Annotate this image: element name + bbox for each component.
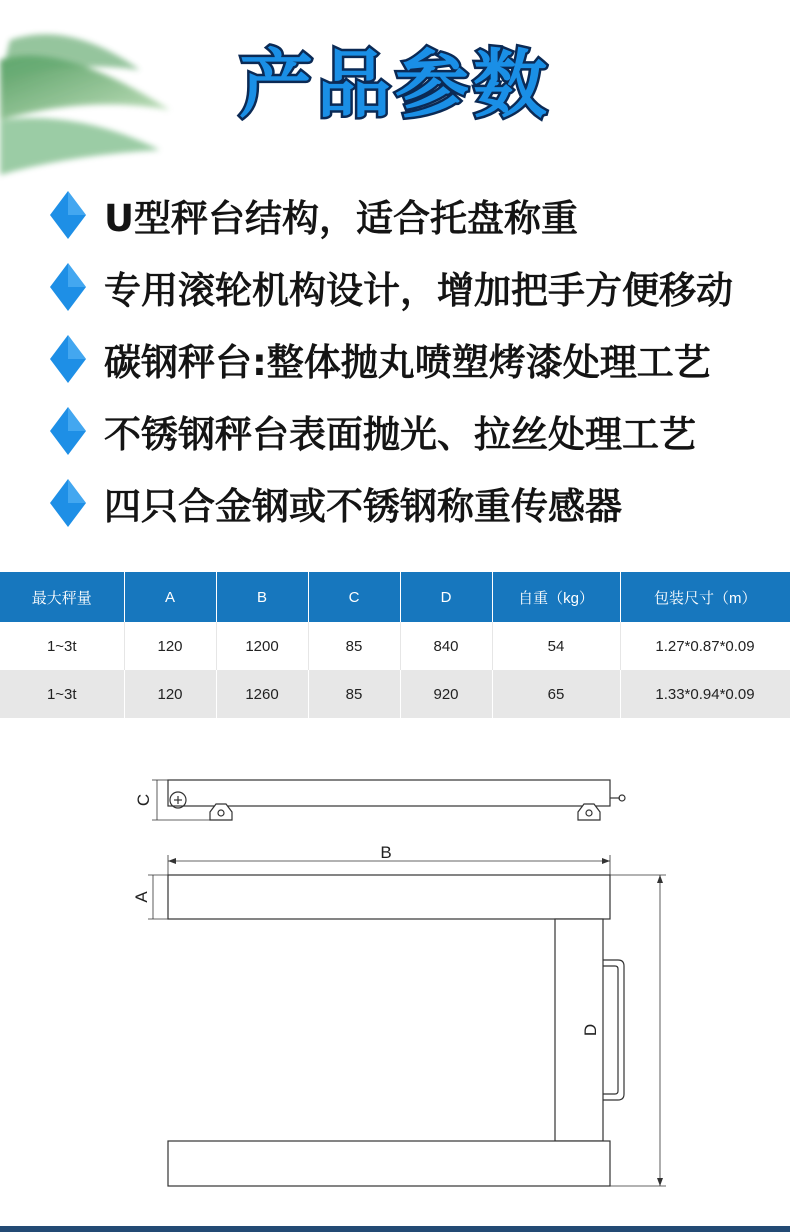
page-title <box>0 30 790 140</box>
side-view <box>152 780 625 820</box>
feature-item <box>48 473 622 533</box>
header-b: B <box>216 572 308 622</box>
header-package-size: 包装尺寸（m） <box>620 572 790 622</box>
feature-text: 碳钢秤台:整体抛丸喷塑烤漆处理工艺 <box>104 341 711 384</box>
diamond-bullet-icon <box>48 405 88 457</box>
feature-item <box>48 329 711 389</box>
top-view <box>148 855 666 1186</box>
table-cell: 65 <box>492 670 620 718</box>
diamond-bullet-icon <box>48 333 88 385</box>
technical-drawing <box>0 760 790 1200</box>
diamond-bullet-icon <box>48 261 88 313</box>
header-c: C <box>308 572 400 622</box>
table-row <box>0 622 790 670</box>
feature-item <box>48 401 696 461</box>
header-max-capacity: 最大秤量 <box>0 572 124 622</box>
header-weight: 自重（kg） <box>492 572 620 622</box>
dim-label-d: D <box>581 1023 600 1037</box>
spec-table <box>0 572 790 718</box>
dim-label-c: C <box>134 793 153 807</box>
bottom-beam <box>168 1141 610 1186</box>
diamond-bullet-icon <box>48 477 88 529</box>
dim-label-b: B <box>380 843 392 862</box>
table-cell: 1260 <box>216 670 308 718</box>
diamond-bullet-icon <box>48 189 88 241</box>
feature-item <box>48 257 733 317</box>
table-cell: 840 <box>400 622 492 670</box>
table-cell: 85 <box>308 670 400 718</box>
table-cell: 1~3t <box>0 622 124 670</box>
table-cell: 1200 <box>216 622 308 670</box>
header-a: A <box>124 572 216 622</box>
table-cell: 120 <box>124 622 216 670</box>
bottom-bar <box>0 1226 790 1232</box>
table-cell: 1.27*0.87*0.09 <box>620 622 790 670</box>
table-cell: 920 <box>400 670 492 718</box>
feature-text: 不锈钢秤台表面抛光、拉丝处理工艺 <box>104 413 696 456</box>
feature-item <box>48 185 578 245</box>
table-cell: 54 <box>492 622 620 670</box>
page-title-text: 产品参数 <box>239 42 551 128</box>
table-cell: 120 <box>124 670 216 718</box>
table-header-row <box>0 572 790 622</box>
header-d: D <box>400 572 492 622</box>
table-cell: 1~3t <box>0 670 124 718</box>
side-view-platform <box>168 780 610 806</box>
table-cell: 1.33*0.94*0.09 <box>620 670 790 718</box>
table-cell: 85 <box>308 622 400 670</box>
dim-label-a: A <box>132 891 151 903</box>
feature-text: 四只合金钢或不锈钢称重传感器 <box>104 485 622 528</box>
feature-text: U型秤台结构，适合托盘称重 <box>104 197 579 240</box>
handle-icon <box>603 960 624 1100</box>
top-crossbar <box>168 875 610 919</box>
feature-text: 专用滚轮机构设计，增加把手方便移动 <box>104 269 733 312</box>
table-row <box>0 670 790 718</box>
